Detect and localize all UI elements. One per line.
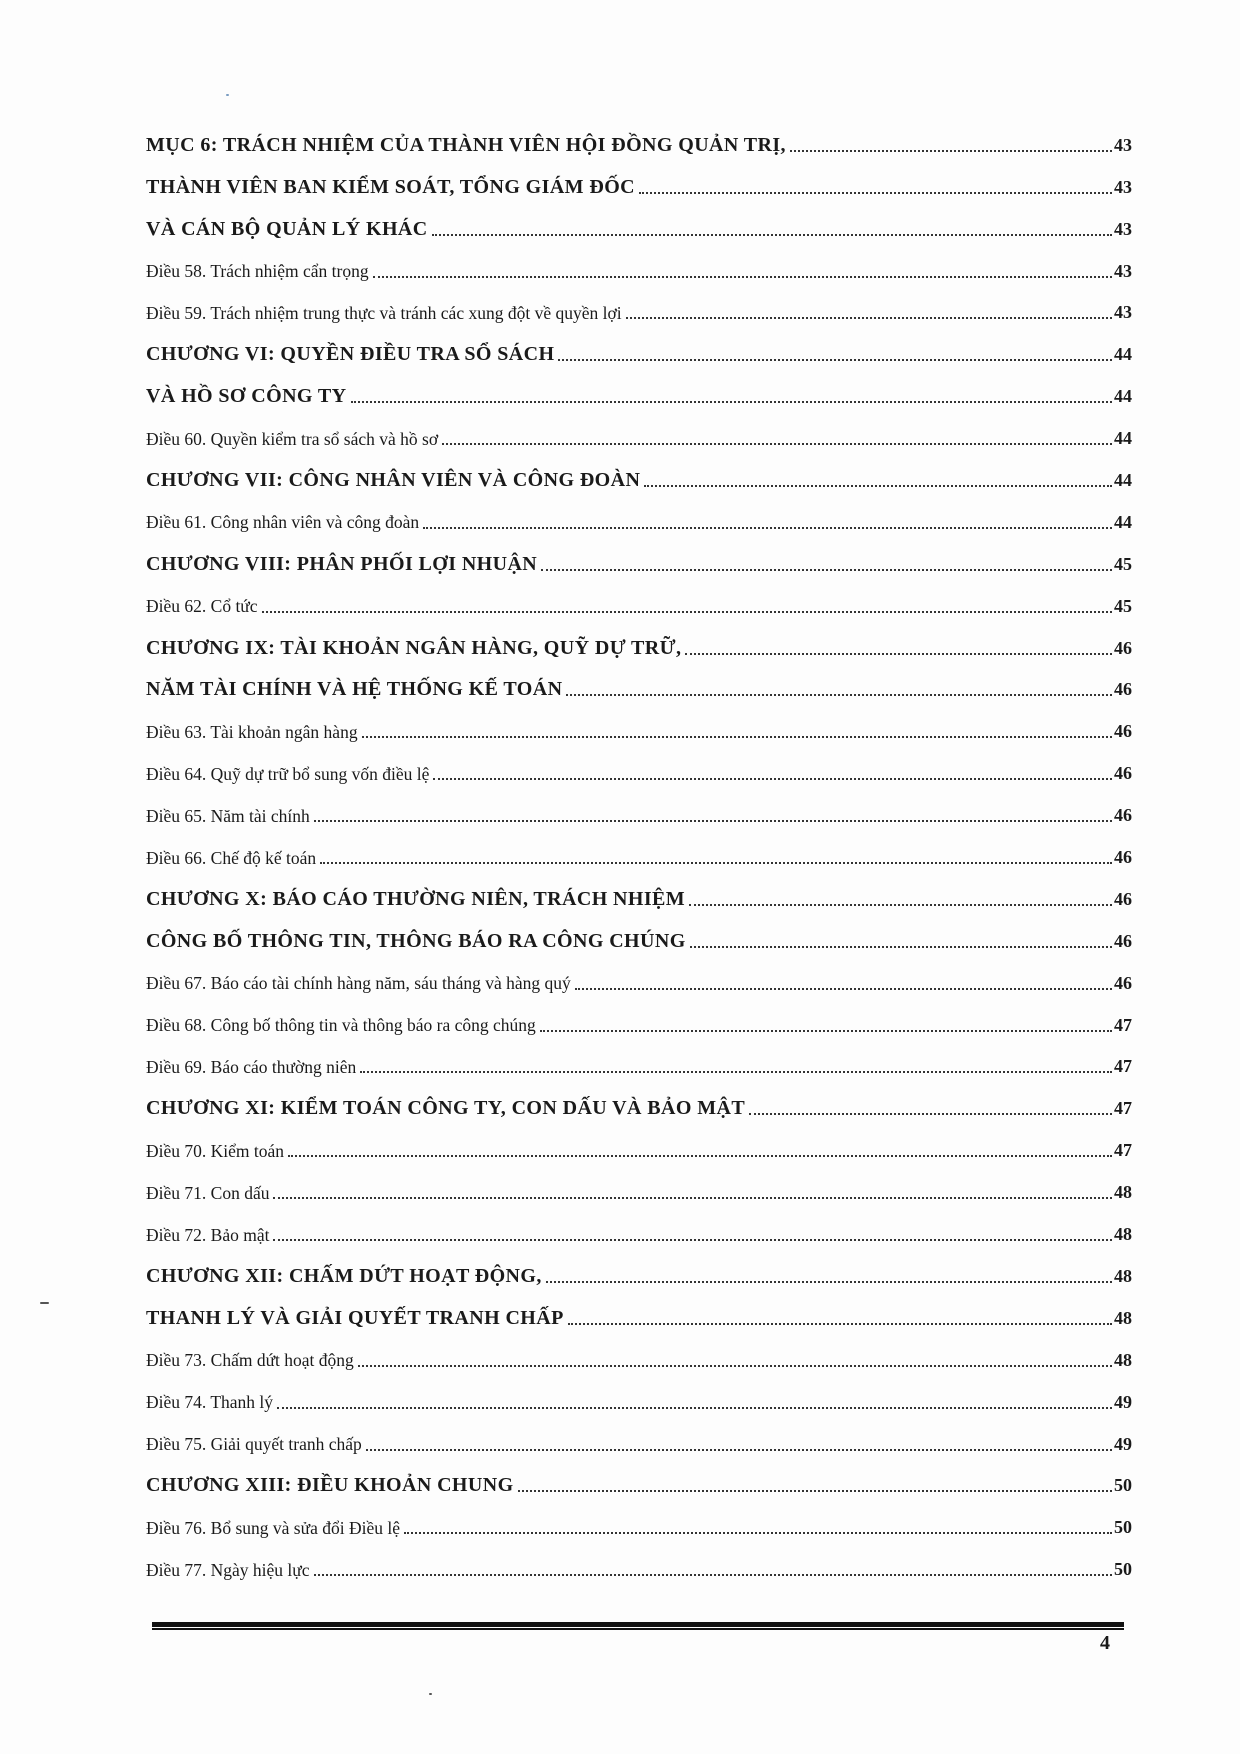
toc-entry-label: Điều 61. Công nhân viên và công đoàn: [146, 514, 421, 536]
toc-entry-page-number: 46: [1114, 805, 1132, 826]
toc-article-row: [146, 1499, 1132, 1541]
toc-heading-row: [146, 620, 1132, 662]
toc-entry-label: Điều 73. Chấm dứt hoạt động: [146, 1352, 356, 1374]
toc-article-row: [146, 1122, 1132, 1164]
toc-entry-label: Điều 69. Báo cáo thường niên: [146, 1059, 358, 1081]
toc-entry-label: THANH LÝ VÀ GIẢI QUYẾT TRANH CHẤP: [146, 1308, 566, 1332]
dot-leader: [314, 820, 1112, 822]
dot-leader: [432, 234, 1112, 236]
toc-article-row: [146, 578, 1132, 620]
dot-leader: [518, 1490, 1112, 1492]
toc-entry-label: Điều 74. Thanh lý: [146, 1394, 275, 1416]
dot-leader: [575, 988, 1112, 990]
toc-entry-page-number: 50: [1114, 1475, 1132, 1496]
dot-leader: [639, 192, 1112, 194]
toc-entry-label: CHƯƠNG VII: CÔNG NHÂN VIÊN VÀ CÔNG ĐOÀN: [146, 470, 642, 494]
toc-entry-page-number: 50: [1114, 1517, 1132, 1538]
toc-heading-row: [146, 1458, 1132, 1500]
dot-leader: [540, 1030, 1112, 1032]
toc-article-row: [146, 1541, 1132, 1583]
toc-entry-label: Điều 70. Kiểm toán: [146, 1143, 286, 1165]
dot-leader: [277, 1407, 1112, 1409]
toc-entry-label: CHƯƠNG VI: QUYỀN ĐIỀU TRA SỔ SÁCH: [146, 344, 556, 368]
toc-entry-label: CHƯƠNG X: BÁO CÁO THƯỜNG NIÊN, TRÁCH NHIỆM: [146, 889, 687, 913]
toc-entry-label: VÀ HỒ SƠ CÔNG TY: [146, 386, 349, 410]
dot-leader: [314, 1574, 1112, 1576]
dot-leader: [423, 527, 1112, 529]
toc-heading-row: [146, 1290, 1132, 1332]
toc-entry-page-number: 44: [1114, 470, 1132, 491]
toc-entry-page-number: 43: [1114, 302, 1132, 323]
toc-entry-label: THÀNH VIÊN BAN KIỂM SOÁT, TỔNG GIÁM ĐỐC: [146, 177, 637, 201]
page-number: 4: [1100, 1632, 1110, 1654]
toc-entry-page-number: 46: [1114, 847, 1132, 868]
dot-leader: [568, 1323, 1112, 1325]
toc-article-row: [146, 243, 1132, 285]
toc-entry-label: Điều 72. Bảo mật: [146, 1227, 271, 1249]
toc-heading-row: [146, 1080, 1132, 1122]
dot-leader: [433, 778, 1112, 780]
toc-entry-page-number: 43: [1114, 218, 1132, 239]
toc-entry-page-number: 48: [1114, 1307, 1132, 1328]
toc-entry-label: MỤC 6: TRÁCH NHIỆM CỦA THÀNH VIÊN HỘI ĐỒNG QUẢN TRỊ,: [146, 135, 788, 159]
dot-leader: [373, 276, 1112, 278]
dot-leader: [442, 443, 1112, 445]
toc-entry-page-number: 44: [1114, 386, 1132, 407]
toc-entry-page-number: 44: [1114, 511, 1132, 532]
scan-speck: [226, 94, 229, 96]
dot-leader: [288, 1155, 1112, 1157]
dot-leader: [262, 611, 1112, 613]
toc-entry-label: Điều 64. Quỹ dự trữ bổ sung vốn điều lệ: [146, 766, 431, 788]
dot-leader: [566, 694, 1112, 696]
toc-article-row: [146, 1332, 1132, 1374]
toc-entry-label: CÔNG BỐ THÔNG TIN, THÔNG BÁO RA CÔNG CHÚNG: [146, 931, 688, 955]
toc-entry-label: Điều 65. Năm tài chính: [146, 808, 312, 830]
toc-entry-label: Điều 59. Trách nhiệm trung thực và tránh các xung đột về quyền lợi: [146, 305, 624, 327]
toc-entry-page-number: 47: [1114, 1098, 1132, 1119]
toc-heading-row: [146, 536, 1132, 578]
toc-article-row: [146, 787, 1132, 829]
toc-heading-row: [146, 662, 1132, 704]
scan-speck: [40, 1302, 49, 1304]
toc-entry-page-number: 48: [1114, 1224, 1132, 1245]
toc-article-row: [146, 285, 1132, 327]
toc-entry-page-number: 46: [1114, 972, 1132, 993]
toc-entry-page-number: 46: [1114, 721, 1132, 742]
toc-article-row: [146, 703, 1132, 745]
toc-entry-label: CHƯƠNG IX: TÀI KHOẢN NGÂN HÀNG, QUỸ DỰ TRỮ,: [146, 638, 683, 662]
toc-article-row: [146, 745, 1132, 787]
dot-leader: [749, 1113, 1112, 1115]
table-of-contents: [146, 117, 1132, 1583]
toc-entry-page-number: 48: [1114, 1349, 1132, 1370]
scan-speck: [429, 1693, 432, 1695]
toc-entry-page-number: 43: [1114, 260, 1132, 281]
toc-heading-row: [146, 201, 1132, 243]
toc-heading-row: [146, 159, 1132, 201]
toc-entry-label: Điều 67. Báo cáo tài chính hàng năm, sáu tháng và hàng quý: [146, 975, 573, 997]
toc-article-row: [146, 410, 1132, 452]
toc-entry-page-number: 45: [1114, 553, 1132, 574]
dot-leader: [626, 317, 1112, 319]
toc-article-row: [146, 494, 1132, 536]
toc-entry-page-number: 43: [1114, 134, 1132, 155]
dot-leader: [351, 401, 1112, 403]
toc-entry-page-number: 44: [1114, 428, 1132, 449]
toc-article-row: [146, 1374, 1132, 1416]
toc-entry-page-number: 46: [1114, 763, 1132, 784]
dot-leader: [689, 904, 1112, 906]
toc-article-row: [146, 955, 1132, 997]
toc-heading-row: [146, 117, 1132, 159]
toc-article-row: [146, 1206, 1132, 1248]
toc-entry-label: CHƯƠNG XII: CHẤM DỨT HOẠT ĐỘNG,: [146, 1266, 544, 1290]
toc-entry-label: Điều 66. Chế độ kế toán: [146, 850, 318, 872]
toc-entry-label: VÀ CÁN BỘ QUẢN LÝ KHÁC: [146, 219, 430, 243]
toc-heading-row: [146, 1248, 1132, 1290]
toc-entry-page-number: 44: [1114, 344, 1132, 365]
dot-leader: [404, 1532, 1112, 1534]
toc-entry-page-number: 47: [1114, 1140, 1132, 1161]
toc-entry-label: Điều 75. Giải quyết tranh chấp: [146, 1436, 364, 1458]
toc-entry-label: Điều 63. Tài khoản ngân hàng: [146, 724, 360, 746]
dot-leader: [273, 1239, 1112, 1241]
toc-entry-page-number: 50: [1114, 1559, 1132, 1580]
dot-leader: [320, 862, 1112, 864]
toc-article-row: [146, 997, 1132, 1039]
dot-leader: [558, 359, 1112, 361]
dot-leader: [358, 1365, 1112, 1367]
toc-entry-page-number: 49: [1114, 1433, 1132, 1454]
dot-leader: [362, 736, 1112, 738]
dot-leader: [690, 946, 1112, 948]
toc-heading-row: [146, 326, 1132, 368]
dot-leader: [546, 1281, 1112, 1283]
dot-leader: [541, 569, 1112, 571]
toc-entry-label: CHƯƠNG XIII: ĐIỀU KHOẢN CHUNG: [146, 1475, 516, 1499]
toc-entry-page-number: 47: [1114, 1014, 1132, 1035]
toc-entry-page-number: 43: [1114, 176, 1132, 197]
toc-entry-page-number: 46: [1114, 888, 1132, 909]
toc-article-row: [146, 829, 1132, 871]
toc-heading-row: [146, 452, 1132, 494]
toc-entry-page-number: 45: [1114, 595, 1132, 616]
toc-entry-page-number: 48: [1114, 1265, 1132, 1286]
toc-entry-label: NĂM TÀI CHÍNH VÀ HỆ THỐNG KẾ TOÁN: [146, 679, 564, 703]
toc-article-row: [146, 1416, 1132, 1458]
dot-leader: [360, 1071, 1112, 1073]
toc-entry-label: CHƯƠNG XI: KIỂM TOÁN CÔNG TY, CON DẤU VÀ BẢO MẬT: [146, 1098, 747, 1122]
toc-entry-page-number: 49: [1114, 1391, 1132, 1412]
toc-entry-label: Điều 62. Cổ tức: [146, 598, 260, 620]
toc-entry-label: Điều 60. Quyền kiểm tra sổ sách và hồ sơ: [146, 431, 440, 453]
toc-entry-page-number: 47: [1114, 1056, 1132, 1077]
toc-entry-label: CHƯƠNG VIII: PHÂN PHỐI LỢI NHUẬN: [146, 554, 539, 578]
toc-entry-page-number: 46: [1114, 637, 1132, 658]
toc-entry-page-number: 48: [1114, 1182, 1132, 1203]
toc-entry-label: Điều 58. Trách nhiệm cẩn trọng: [146, 263, 371, 285]
dot-leader: [685, 653, 1112, 655]
toc-heading-row: [146, 871, 1132, 913]
toc-entry-page-number: 46: [1114, 930, 1132, 951]
toc-entry-label: Điều 76. Bổ sung và sửa đổi Điều lệ: [146, 1520, 402, 1542]
toc-entry-label: Điều 68. Công bố thông tin và thông báo ra công chúng: [146, 1017, 538, 1039]
dot-leader: [790, 150, 1112, 152]
toc-entry-label: Điều 77. Ngày hiệu lực: [146, 1562, 312, 1584]
dot-leader: [273, 1197, 1112, 1199]
toc-entry-page-number: 46: [1114, 679, 1132, 700]
toc-heading-row: [146, 913, 1132, 955]
dot-leader: [366, 1449, 1112, 1451]
toc-heading-row: [146, 368, 1132, 410]
toc-entry-label: Điều 71. Con dấu: [146, 1185, 271, 1207]
footer-double-rule: [152, 1622, 1124, 1630]
toc-article-row: [146, 1164, 1132, 1206]
dot-leader: [644, 485, 1112, 487]
toc-article-row: [146, 1039, 1132, 1081]
